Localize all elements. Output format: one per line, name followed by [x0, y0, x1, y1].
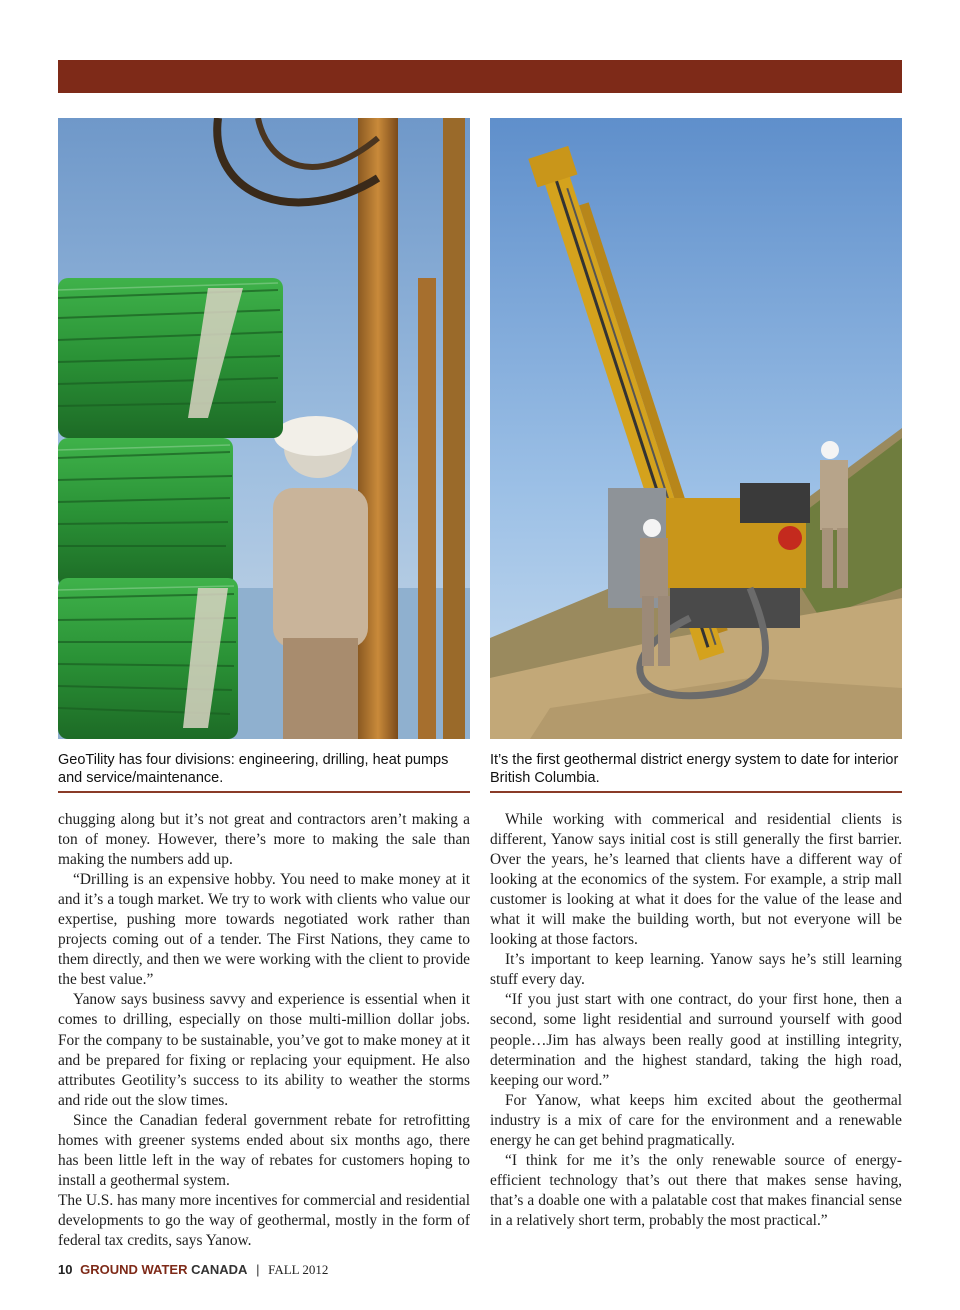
magazine-name-canada: CANADA [191, 1262, 248, 1277]
page-footer [58, 1262, 328, 1278]
paragraph: While working with commerical and residential clients is different, Yanow says initial cost is still generally the first barrier. Over the years, he’s learned that clients have a different way of looking at the economics of the system. For example, a strip mall customer is looking at what it does for the value of the lease and what it will make the building worth, but not everyone will be looking at those factors. [490, 811, 902, 949]
paragraph: The U.S. has many more incentives for commercial and residential developments to go the way of geothermal, mostly in the form of federal tax credits, says Yanow. [58, 1191, 470, 1249]
paragraph: Yanow says business savvy and experience is essential when it comes to drilling, especially on those multi-million dollar jobs. For the company to be sustainable, you’ve got to make money at it and be prepared for fixing or replacing your equipment. He also attributes Geotility’s success to its ability to weather the storms and ride out the slow times. [58, 991, 470, 1109]
issue-label: FALL 2012 [268, 1262, 329, 1277]
paragraph: chugging along but it’s not great and contractors aren’t making a ton of money. However, there’s more to making the sale than making the numbers add up. [58, 811, 470, 869]
caption-divider-left [58, 791, 470, 793]
paragraph: For Yanow, what keeps him excited about the geothermal industry is a mix of care for the environment and a renewable energy he can get behind pragmatically. [490, 1091, 902, 1149]
article-column-right [490, 810, 902, 1231]
paragraph: “I think for me it’s the only renewable source of energy-efficient technology that’s out there that makes sense having, that’s a doable one with a palatable cost that makes financial sense in a relatively short term, probably the most practical.” [490, 1151, 902, 1229]
paragraph: Since the Canadian federal government rebate for retrofitting homes with greener systems ended about six months ago, there has been little left in the way of rebates for customers hoping to install a geothermal system. [58, 1111, 470, 1189]
photo-pipe-coils [58, 118, 470, 739]
photo-drill-rig [490, 118, 902, 739]
top-color-banner [58, 60, 902, 93]
article-column-left [58, 810, 470, 1251]
photo-caption-right: It’s the first geothermal district energy system to date for interior British Columbia. [490, 752, 899, 786]
page-number: 10 [58, 1262, 73, 1277]
magazine-name-ground-water: GROUND WATER [80, 1262, 188, 1277]
paragraph: “Drilling is an expensive hobby. You need to make money at it and it’s a tough market. We try to work with clients who value our expertise, pushing more towards negotiated work rather than projects coming out of a tender. The First Nations, they came to them directly, and then we were working with the client to provide the best value.” [58, 871, 470, 989]
paragraph: “If you just start with one contract, do your first hone, then a second, some light residential and surround yourself with good people…Jim has always been really good at instilling integrity, determination and the highest standard, taking the high road, keeping our word.” [490, 991, 902, 1089]
paragraph: It’s important to keep learning. Yanow says he’s still learning stuff every day. [490, 951, 902, 989]
footer-separator: | [256, 1262, 260, 1277]
photo-caption-left: GeoTility has four divisions: engineering, drilling, heat pumps and service/maintenance. [58, 752, 449, 786]
caption-divider-right [490, 791, 902, 793]
